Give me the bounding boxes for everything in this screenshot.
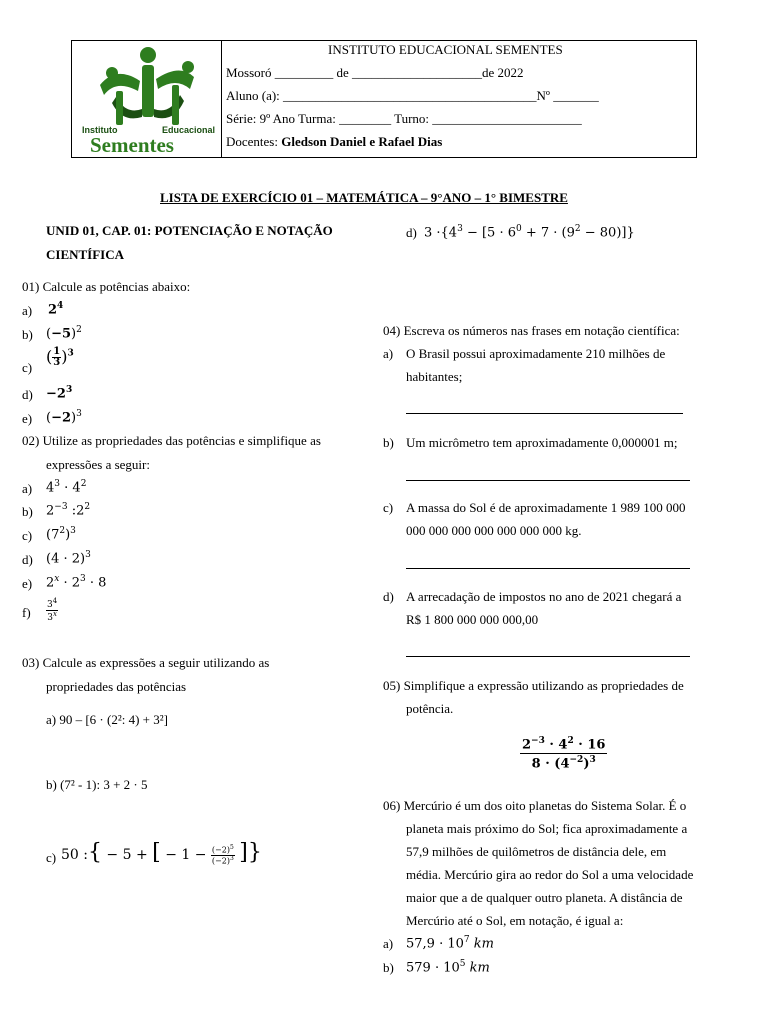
teachers-line	[226, 134, 442, 150]
q02-b-expr: $2^{-3}$ $:2^2$	[46, 502, 91, 519]
student-line: Aluno (a): _______________________________________Nº _______	[226, 88, 599, 103]
city-date-line: Mossoró _________ de ____________________de 2022	[226, 65, 524, 80]
q01-prompt: 01) Calcule as potências abaixo:	[22, 279, 191, 294]
q04-d-label: d)	[383, 589, 394, 604]
q06-option-a-value: 57,9 · 10	[406, 936, 464, 952]
q03-d-label: d)	[406, 225, 417, 240]
q04-c-text-2: 000 000 000 000 000 000 000 kg.	[406, 523, 582, 538]
q02-a-expr: $4^3 \cdot 4^2$	[46, 479, 87, 496]
unit-title-line-1: UNID 01, CAP. 01: POTENCIAÇÃO E NOTAÇÃO	[46, 223, 333, 238]
q06-text-line-5: maior que a de qualquer outro planeta. A distância de	[406, 890, 683, 905]
q01-d-label: d)	[22, 387, 33, 402]
teachers-label: Docentes:	[226, 134, 282, 149]
q06-text-line-6: Mercúrio até o Sol, em notação, é igual a:	[406, 913, 624, 928]
q06-text-line-1: 06) Mercúrio é um dos oito planetas do Sistema Solar. É o	[383, 798, 687, 813]
logo-text-educacional: Educacional	[162, 125, 216, 135]
q02-d-expr: $(4 \cdot 2)^3$	[46, 550, 91, 567]
q02-f-label: f)	[22, 605, 31, 620]
q02-c-expr: $(7^2)^3$	[46, 526, 76, 543]
q05-prompt-line-2: potência.	[406, 701, 454, 716]
q01-a-label: a)	[22, 303, 33, 318]
q01-b-expr: $(-5)^2$	[46, 325, 82, 342]
q03-b-expr: b) (7² - 1): 3 + 2 · 5	[46, 777, 148, 792]
q06-option-b-unit: km	[465, 960, 490, 976]
q01-d-expr: $-2^3$	[46, 385, 73, 402]
q06-option-b-value: 579 · 10	[406, 960, 460, 976]
teachers-names: Gledson Daniel e Rafael Dias	[281, 134, 443, 149]
q01-c-expr: ( $\frac{1}{3}$ )$^3$	[46, 346, 74, 368]
q05-expression: $\frac{2^{-3} \cdot 4^2 \cdot 16}{8 \cdot (4^{-2})^3}$	[522, 736, 606, 772]
institution-name: INSTITUTO EDUCACIONAL SEMENTES	[328, 42, 563, 57]
q01-a-expr: $2^4$	[48, 301, 64, 318]
q01-e-label: e)	[22, 411, 33, 426]
q06-text-line-2: planeta mais próximo do Sol; fica aproximadamente a	[406, 821, 688, 836]
q06-text-line-3: 57,9 milhões de quilômetros de distância dele, em	[406, 844, 667, 859]
q05-prompt-line-1: 05) Simplifique a expressão utilizando as propriedades de	[383, 678, 684, 693]
q06-option-b	[406, 959, 490, 975]
q04-d-text-2: R$ 1 800 000 000 000,00	[406, 612, 539, 627]
q02-d-label: d)	[22, 552, 33, 567]
q03-d-expr: $3 \cdot\{4^3 - [5 \cdot 6^0 + 7 \cdot (9^2 - 80)]\}$	[424, 224, 635, 241]
q06-option-a-label: a)	[383, 936, 394, 951]
q02-a-label: a)	[22, 481, 33, 496]
q04-c-answer-line[interactable]	[406, 568, 690, 569]
q03-prompt-line-1: 03) Calcule as expressões a seguir utilizando as	[22, 655, 270, 670]
q04-b-text-1: Um micrômetro tem aproximadamente 0,000001 m;	[406, 435, 678, 450]
q03-c-label: c)	[46, 850, 57, 865]
q04-a-label: a)	[383, 346, 394, 361]
header-box	[71, 40, 697, 158]
q04-a-text-2: habitantes;	[406, 369, 463, 384]
q04-a-answer-line[interactable]	[406, 413, 683, 414]
q06-option-a-exp: 7	[463, 935, 470, 945]
q02-b-label: b)	[22, 504, 33, 519]
q02-prompt-line-2: expressões a seguir:	[46, 457, 150, 472]
q06-option-b-exp: 5	[459, 959, 466, 969]
q04-b-answer-line[interactable]	[406, 480, 690, 481]
q04-c-text-1: A massa do Sol é de aproximadamente 1 989 100 000	[406, 500, 686, 515]
q03-prompt-line-2: propriedades das potências	[46, 679, 187, 694]
q04-d-answer-line[interactable]	[406, 656, 690, 657]
q01-b-label: b)	[22, 327, 33, 342]
doc-title: LISTA DE EXERCÍCIO 01 – MATEMÁTICA – 9°ANO – 1° BIMESTRE	[160, 190, 568, 205]
q01-c-label: c)	[22, 360, 33, 375]
q02-c-label: c)	[22, 528, 33, 543]
q01-e-expr: $(-2)^3$	[46, 409, 82, 426]
q04-c-label: c)	[383, 500, 394, 515]
q02-e-expr: $2^x \cdot 2^3 \cdot 8$	[46, 574, 107, 591]
q06-option-a	[406, 935, 494, 951]
q06-text-line-4: média. Mercúrio gira ao redor do Sol a uma velocidade	[406, 867, 694, 882]
header-divider	[221, 41, 222, 157]
q02-e-label: e)	[22, 576, 33, 591]
q02-f-expr: $\frac{3^4}{3^x}$	[47, 597, 58, 623]
q03-c-expr: 50 :{ − 5 + [ − 1 − $\frac{(-2)^5}{(-2)^3}$ ]}	[61, 840, 262, 866]
q04-d-text-1: A arrecadação de impostos no ano de 2021 chegará a	[406, 589, 682, 604]
q06-option-a-unit: km	[469, 936, 494, 952]
institution-logo	[76, 45, 216, 155]
q02-prompt-line-1: 02) Utilize as propriedades das potências e simplifique as	[22, 433, 321, 448]
logo-text-instituto: Instituto	[82, 125, 118, 135]
unit-title-line-2: CIENTÍFICA	[46, 247, 125, 262]
class-line: Série: 9º Ano Turma: ________ Turno: _______________________	[226, 111, 582, 126]
q03-a-expr: a) 90 – [6 · (2²: 4) + 3²]	[46, 712, 168, 727]
logo-text-sementes: Sementes	[90, 133, 174, 157]
q04-a-text-1: O Brasil possui aproximadamente 210 milhões de	[406, 346, 666, 361]
q04-b-label: b)	[383, 435, 394, 450]
q06-option-b-label: b)	[383, 960, 394, 975]
q04-prompt: 04) Escreva os números nas frases em notação científica:	[383, 323, 680, 338]
